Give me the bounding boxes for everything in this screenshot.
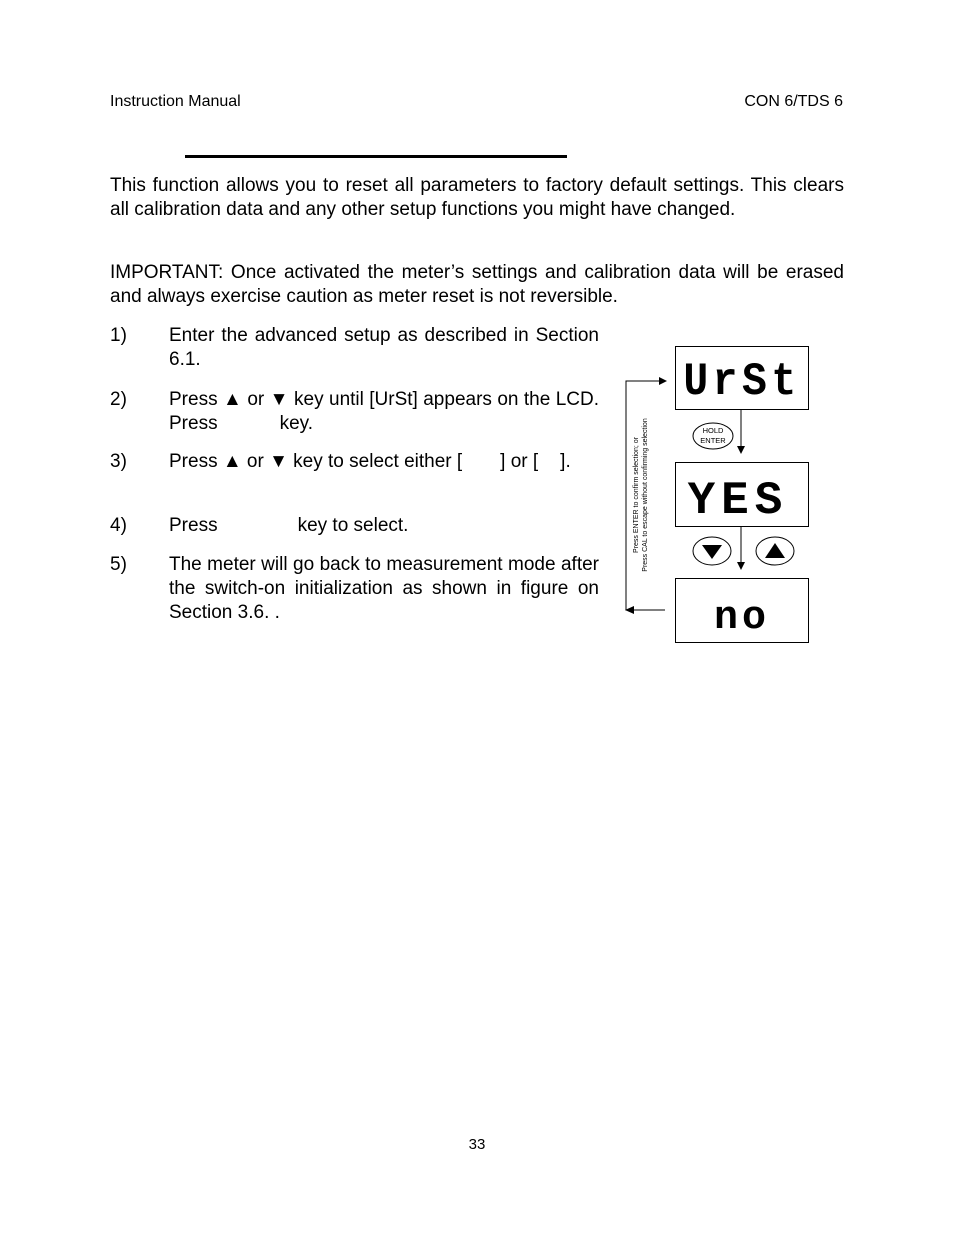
header-right: CON 6/TDS 6: [744, 93, 843, 110]
section-heading-rule: [185, 155, 567, 158]
lcd-text-no: no: [713, 596, 771, 641]
step-text: The meter will go back to measurement mode after the switch-on initialization as shown in figure on Section 3.6. .: [169, 554, 599, 623]
page-number: 33: [468, 1136, 486, 1153]
step-text-part: Press ▲ or ▼ key to select either [: [169, 451, 463, 472]
step-number: 5): [110, 554, 127, 575]
step-text-part: Press ▲ or ▼ key until [UrSt] appears on the LCD. Press: [169, 389, 599, 434]
step-number: 4): [110, 515, 127, 536]
side-note-line2: Press CAL to escape without confirming selection: [642, 418, 649, 572]
step-number: 3): [110, 451, 127, 472]
step-text: [169, 450, 599, 474]
step-number: 1): [110, 325, 127, 346]
step-text-part: key to select.: [297, 515, 409, 536]
step-text: Enter the advanced setup as described in Section 6.1.: [169, 325, 599, 370]
step-text-part: ].: [560, 451, 571, 472]
enter-key-label: ENTER: [700, 436, 726, 445]
step-text-part: ] or [: [500, 451, 539, 472]
lcd-text-yes: YES: [687, 475, 789, 527]
hold-key-label: HOLD: [702, 426, 724, 435]
important-paragraph: IMPORTANT: Once activated the meter’s settings and calibration data will be erased and always exercise caution as meter reset is not reversible.: [110, 262, 844, 307]
intro-paragraph: This function allows you to reset all parameters to factory default settings. This clears all calibration data and any other setup functions you might have changed.: [110, 175, 844, 220]
step-number: 2): [110, 389, 127, 410]
step-text-part: key.: [279, 413, 314, 434]
lcd-text-urst: UrSt: [683, 357, 801, 409]
step-text: [169, 514, 599, 538]
header-left: Instruction Manual: [110, 93, 241, 110]
side-note-line1: Press ENTER to confirm selection; or: [633, 437, 640, 553]
step-text: [169, 388, 599, 436]
reset-flow-diagram: [620, 340, 820, 650]
step-text-part: Press: [169, 515, 218, 536]
